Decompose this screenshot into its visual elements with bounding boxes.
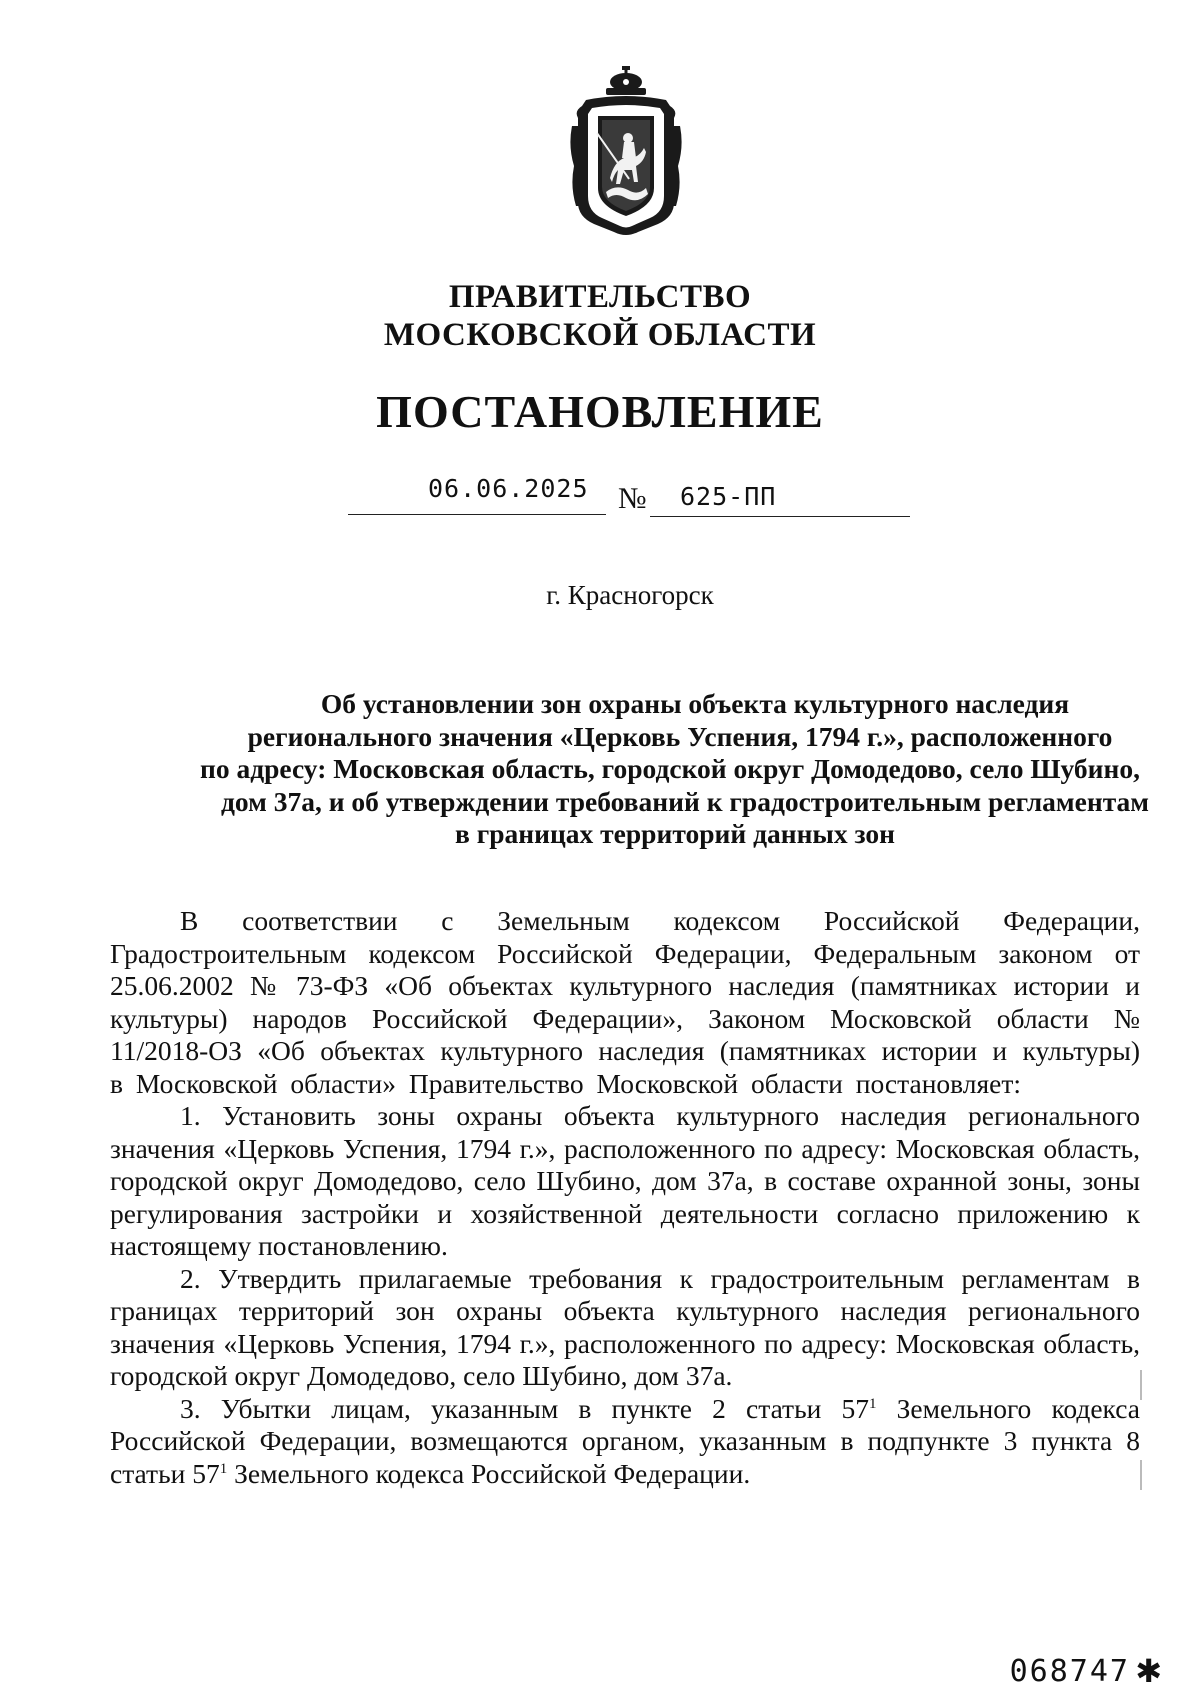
government-name-line2: МОСКОВСКОЙ ОБЛАСТИ <box>383 317 817 353</box>
number-underline <box>650 516 910 517</box>
date-underline <box>348 514 606 515</box>
item-3-text-part1: 3. Убытки лицам, указанным в пункте 2 статьи 57 <box>180 1392 869 1424</box>
document-date: 06.06.2025 <box>428 474 589 503</box>
scan-mark <box>1140 1460 1142 1490</box>
item-1-paragraph: 1. Установить зоны охраны объекта культурного наследия регионального значения «Церковь Успения, 1794 г.», расположенного по адресу: Московская область, городской округ Домодедово, село Шубино, дом 37а, в составе охранной зоны, зоны регулирования застройки и хозяйственной деятельности согласно приложению к настоящему постановлению. <box>110 1100 1140 1261</box>
city-name: г. Красногорск <box>546 580 714 610</box>
subject-line-1: Об установлении зон охраны объекта культурного наследия <box>320 688 1070 719</box>
item-3-paragraph <box>110 1393 1140 1491</box>
superscript-2: 1 <box>219 1460 228 1477</box>
item-3-text-part3: Земельного кодекса Российской Федерации. <box>227 1457 751 1489</box>
subject-line-4: дом 37а, и об утверждении требований к градостроительным регламентам <box>220 786 1150 817</box>
coat-of-arms-emblem <box>566 66 686 241</box>
subject-line-5: в границах территорий данных зон <box>455 818 895 849</box>
number-sign: № <box>618 482 647 515</box>
preamble-paragraph: В соответствии с Земельным кодексом Российской Федерации, Градостроительным кодексом Российской Федерации, Федеральным законом от 25.06.2002 № 73-ФЗ «Об объектах культурного наследия (памятниках истории и культуры) народов Российской Федерации», Законом Московской области № 11/2018-ОЗ «Об объектах культурного наследия (памятниках истории и культуры) в Московской области» Правительство Московской области постановляет: <box>110 905 1140 1099</box>
subject-line-2: регионального значения «Церковь Успения, 1794 г.», расположенного <box>247 721 1113 752</box>
serial-mark-icon: ✱ <box>1135 1652 1162 1690</box>
government-name-line1: ПРАВИТЕЛЬСТВО <box>448 279 752 315</box>
subject-line-3: по адресу: Московская область, городской округ Домодедово, село Шубино, <box>200 753 1140 784</box>
superscript-1: 1 <box>868 1395 877 1412</box>
document-type-title: ПОСТАНОВЛЕНИЕ <box>376 386 824 437</box>
item-2-paragraph: 2. Утвердить прилагаемые требования к градостроительным регламентам в границах территорий зон охраны объекта культурного наследия регионального значения «Церковь Успения, 1794 г.», расположенного по адресу: Московская область, городской округ Домодедово, село Шубино, дом 37а. <box>110 1262 1140 1391</box>
item-3-text-part2: Земельного кодекса Российской Федерации, возмещаются органом, указанным в подпункте 3 пункта 8 статьи 57 <box>110 1392 1140 1489</box>
serial-number: 068747 <box>1009 1654 1130 1689</box>
document-body <box>110 905 1140 1490</box>
document-number: 625-ПП <box>680 482 777 511</box>
scan-mark <box>1140 1370 1142 1400</box>
